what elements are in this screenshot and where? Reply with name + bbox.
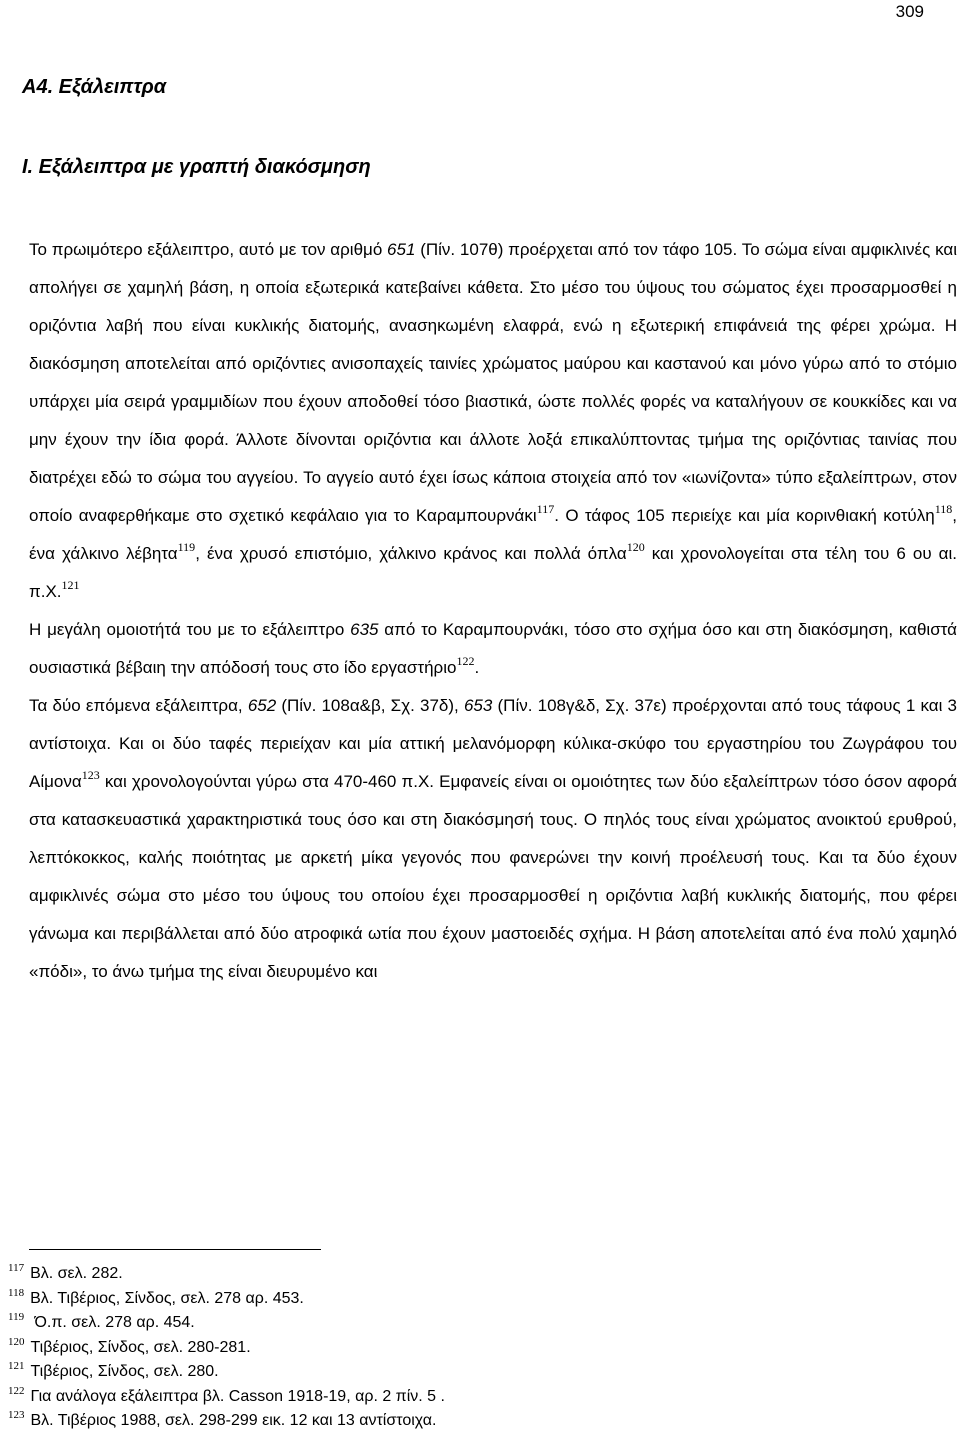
text-run: . — [474, 658, 480, 677]
text-run: Η μεγάλη ομοιοτήτά του με το εξάλειπτρο — [29, 620, 351, 639]
footnote-text: Βλ. Τιβέριος 1988, σελ. 298-299 εικ. 12 και 13 αντίστοιχα. — [30, 1412, 437, 1429]
footnotes — [8, 1262, 445, 1434]
footnote-number: 118 — [8, 1286, 25, 1299]
footnote — [8, 1336, 445, 1361]
footnote-ref: 118 — [934, 502, 953, 516]
footnote-ref: 117 — [536, 502, 555, 516]
text-run: , ένα χάλκινο λέβητα — [29, 506, 957, 563]
footnote-number: 120 — [8, 1335, 25, 1348]
footnote-number: 122 — [8, 1384, 25, 1397]
footnote — [8, 1360, 445, 1385]
footnote-text: Τιβέριος, Σίνδος, σελ. 280-281. — [30, 1338, 251, 1356]
paragraph — [29, 611, 957, 687]
text-run: και χρονολογείται στα τέλη του 6 ου αι. π.Χ. — [29, 544, 957, 601]
footnote-ref: 121 — [61, 578, 80, 592]
text-run: . Ο τάφος 105 περιείχε και μία κορινθιακή κοτύλη — [554, 506, 935, 525]
subsection-heading: Ι. Εξάλειπτρα με γραπτή διακόσμηση — [22, 156, 371, 178]
page-number: 309 — [895, 2, 924, 21]
catalogue-number: 653 — [463, 696, 493, 715]
text-run: από το Καραμπουρνάκι, τόσο στο σχήμα όσο και στη διακόσμηση, καθιστά ουσιαστικά βέβαιη την απόδοσή τους στο ίδο εργαστήριο — [29, 620, 957, 677]
text-run: Τα δύο επόμενα εξάλειπτρα, — [29, 696, 248, 715]
body-text — [29, 231, 957, 991]
paragraph — [29, 687, 957, 991]
footnote — [8, 1262, 445, 1287]
catalogue-number: 651 — [387, 240, 416, 259]
footnote-ref: 122 — [456, 654, 475, 668]
catalogue-number: 635 — [350, 620, 379, 639]
paragraph — [29, 231, 957, 611]
text-run: και χρονολογούνται γύρω στα 470-460 π.Χ. Εμφανείς είναι οι ομοιότητες των δύο εξαλείπτρων τόσο όσον αφορά στα κατασκευαστικά χαρακτηριστικά τους όσο και στη διακόσμησή τους. Ο πηλός τους είναι χρώματος ανοικτού ερυθρού, λεπτόκοκκος, καλής ποιότητας με αρκετή μίκα γεγονός που φανερώνει την κοινή προέλευσή τους. Και τα δύο έχουν αμφικλινές σώμα στο μέσο του ύψους του οποίου έχει προσαρμοσθεί η οριζόντια λαβή κυκλικής διατομής, που φέρει γάνωμα και περιβάλλεται από δύο ατροφικά ωτία που έχουν μαστοειδές σχήμα. Η βάση αποτελείται από ένα πολύ χαμηλό «πόδι», το άνω τμήμα της είναι διευρυμένο και — [29, 772, 957, 981]
text-run: (Πίν. 107θ) προέρχεται από τον τάφο 105. Το σώμα είναι αμφικλινές και απολήγει σε χαμηλή βάση, η οποία εξωτερικά κατεβαίνει κάθετα. Στο μέσο του ύψους του σώματος έχει προσαρμοσθεί η οριζόντια λαβή που είναι κυκλικής διατομής, ανασηκωμένη ελαφρά, ενώ η εξωτερική επιφάνειά της φέρει χρώμα. Η διακόσμηση αποτελείται από οριζόντιες ανισοπαχείς ταινίες χρώματος μαύρου και καστανού και μόνο γύρω από το στόμιο υπάρχει μία σειρά γραμμιδίων που έχουν αποδοθεί τόσο βιαστικά, ώστε πολλές φορές να καταλήγουν σε κουκκίδες και να μην έχουν την ίδια φορά. Άλλοτε δίνονται οριζόντια και άλλοτε λοξά επικαλύπτοντας τμήμα της οριζόντιας ταινίας που διατρέχει εδώ το σώμα του αγγείου. Το αγγείο αυτό έχει ίσως κάποια στοιχεία από τον «ιωνίζοντα» τύπο εξαλείπτρων, στον οποίο αναφερθήκαμε στο σχετικό κεφάλαιο για το Καραμπουρνάκι — [29, 240, 957, 525]
footnote-text: Βλ. σελ. 282. — [30, 1265, 123, 1282]
footnote-number: 123 — [8, 1409, 25, 1421]
footnote-number: 121 — [8, 1360, 25, 1372]
footnote — [8, 1287, 445, 1312]
footnote-text: Ό.π. σελ. 278 αρ. 454. — [30, 1314, 195, 1331]
footnote-ref: 119 — [177, 540, 196, 554]
catalogue-number: 652 — [247, 696, 277, 715]
text-run: Το πρωιμότερο εξάλειπτρο, αυτό με τον αριθμό — [29, 240, 388, 259]
footnote-ref: 123 — [81, 768, 100, 782]
footnote — [8, 1311, 445, 1336]
footnote-text: Για ανάλογα εξάλειπτρα βλ. Casson 1918-19, αρ. 2 πίν. 5 . — [30, 1387, 445, 1405]
text-run: , ένα χρυσό επιστόμιο, χάλκινο κράνος και πολλά όπλα — [195, 544, 627, 563]
footnote-number: 117 — [8, 1262, 25, 1274]
section-heading: Α4. Εξάλειπτρα — [22, 76, 167, 98]
footnote-number: 119 — [8, 1311, 25, 1323]
footnote-text: Βλ. Τιβέριος, Σίνδος, σελ. 278 αρ. 453. — [30, 1289, 304, 1307]
footnote-ref: 120 — [626, 540, 645, 554]
footnote-text: Τιβέριος, Σίνδος, σελ. 280. — [30, 1363, 219, 1380]
footnote-separator — [29, 1249, 321, 1250]
text-run: (Πίν. 108γ&δ, Σχ. 37ε) προέρχονται από τους τάφους 1 και 3 αντίστοιχα. Και οι δύο ταφές περιείχαν και μία αττική μελανόμορφη κύλικα-σκύφο του εργαστηρίου του Ζωγράφου του Αίμονα — [29, 696, 958, 791]
text-run: (Πίν. 108α&β, Σχ. 37δ), — [276, 696, 464, 715]
footnote — [8, 1385, 445, 1410]
